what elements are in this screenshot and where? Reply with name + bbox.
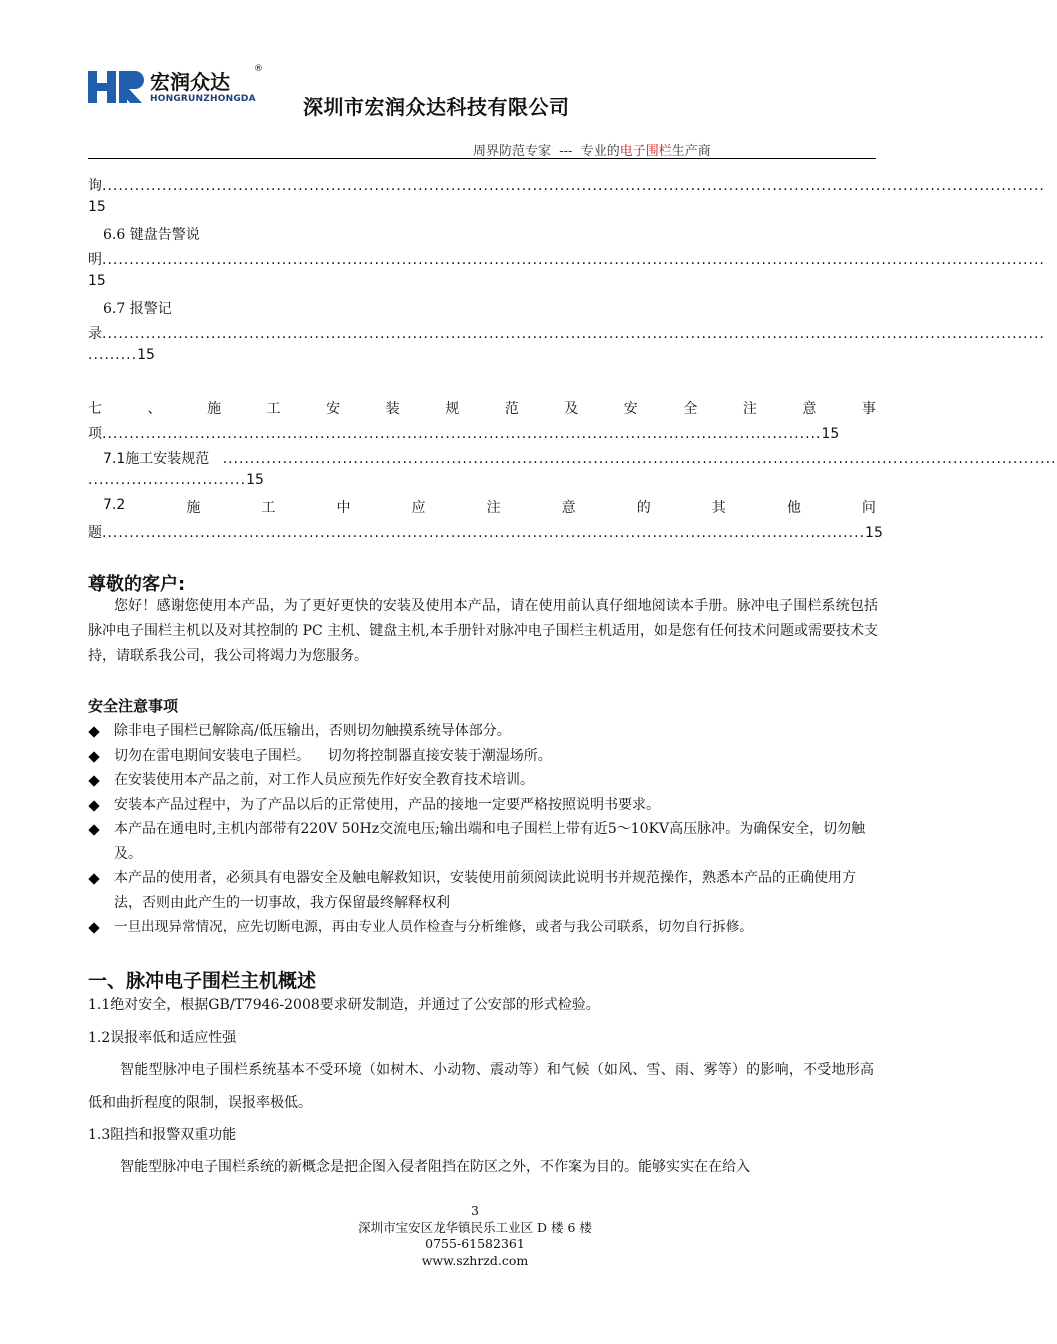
bullet-diamond-icon: [88, 800, 99, 811]
toc-item-6-7-tail: 录: [88, 326, 102, 342]
toc-leader-dots: ............................................................................................................................................: [102, 525, 866, 541]
safety-item: [88, 793, 878, 818]
bullet-diamond-icon: [88, 751, 99, 762]
toc-char: 施: [207, 401, 222, 417]
toc-char: 工: [266, 401, 281, 417]
safety-item-text: 本产品的使用者，必须具有电器安全及触电解救知识，安装使用前须阅读此说明书并规范操作，熟悉本产品的正确使用方法，否则由此产生的一切事故，我方保留最终解释权利: [114, 870, 856, 911]
company-logo: [88, 64, 268, 114]
toc-char: 规: [445, 401, 460, 417]
toc-item-6-5-line: [88, 175, 1045, 195]
toc-chapter-7-page: 15: [821, 426, 840, 442]
toc-item-7-1-page-line: [88, 472, 264, 488]
safety-item-text: 一旦出现异常情况，应先切断电源，再由专业人员作检查与分析维修，或者与我公司联系，切勿自行拆修。: [114, 919, 753, 935]
greeting-body: 您好！感谢您使用本产品，为了更好更快的安装及使用本产品，请在使用前认真仔细地阅读本手册。脉冲电子围栏系统包括脉冲电子围栏主机以及对其控制的 PC 主机、键盘主机,本手册针对脉冲电子围栏主机适用，如是您有任何技术问题或需要技术支持，请联系我公司，我公司将竭力为您服务。: [88, 598, 878, 664]
toc-item-7-1-page: 15: [246, 472, 264, 488]
toc-char: 的: [636, 500, 651, 516]
toc-item-6-7-title: 6.7 报警记: [103, 301, 172, 317]
toc-item-6-5-page: 15: [88, 199, 106, 215]
toc-char: 7.2: [103, 497, 126, 513]
safety-item-text: 安装本产品过程中，为了产品以后的正常使用，产品的接地一定要严格按照说明书要求。: [114, 796, 660, 813]
page-footer: [0, 1203, 950, 1269]
toc-leader-dots: .............................................................................................................................................................................: [102, 252, 1045, 268]
toc-char: 注: [742, 401, 757, 417]
safety-item: [88, 866, 878, 915]
toc-char: 安: [326, 401, 341, 417]
greeting-title: 尊敬的客户:: [88, 574, 186, 595]
footer-address: 深圳市宝安区龙华镇民乐工业区 D 楼 6 楼: [358, 1219, 592, 1235]
toc-char: 他: [786, 500, 801, 516]
safety-item: [88, 915, 878, 940]
toc-char: 意: [802, 401, 817, 417]
safety-item-text: 除非电子围栏已解除高/低压输出，否则切勿触摸系统导体部分。: [114, 723, 511, 739]
toc-item-6-6-line: [88, 249, 1045, 269]
logo-registered-mark: ®: [254, 64, 263, 74]
toc-item-6-6-page: 15: [88, 273, 106, 289]
toc-char: 问: [861, 500, 876, 516]
toc-item-7-2-line: [88, 522, 883, 542]
toc-char: 安: [623, 401, 638, 417]
bullet-diamond-icon: [88, 775, 99, 786]
toc-item-6-7-page: 15: [137, 347, 155, 363]
safety-title: 安全注意事项: [88, 697, 179, 715]
toc-char: 应: [411, 500, 426, 516]
section-1-3-body: 智能型脉冲电子围栏系统的新概念是把企图入侵者阻挡在防区之外，不作案为目的。能够实实在在给入: [120, 1159, 750, 1175]
toc-char: 、: [147, 401, 162, 417]
toc-item-6-5-tail: 询: [88, 178, 102, 194]
slogan-prefix: 周界防范专家 --- 专业的: [473, 144, 620, 159]
section-1-3-title: 1.3阻挡和报警双重功能: [88, 1127, 237, 1143]
toc-char: 注: [486, 500, 501, 516]
toc-char: 事: [861, 401, 876, 417]
bullet-diamond-icon: [88, 873, 99, 884]
toc-item-7-1-title: 施工安装规范: [125, 451, 210, 467]
toc-char: 及: [564, 401, 579, 417]
bullet-diamond-icon: [88, 726, 99, 737]
toc-char: 工: [261, 500, 276, 516]
section-1-1-text: 1.1绝对安全，根据GB/T7946-2008要求研发制造，并通过了公安部的形式检验。: [88, 997, 600, 1013]
toc-char: 全: [683, 401, 698, 417]
footer-phone: 0755-61582361: [425, 1236, 525, 1251]
bullet-diamond-icon: [88, 922, 99, 933]
toc-chapter-7-title: [88, 398, 876, 418]
toc-leader-dots: ....................................................................................................................................: [102, 426, 822, 442]
toc-char: 七: [88, 401, 102, 417]
toc-item-7-2-title: [103, 497, 876, 517]
toc-leader-dots: .............................: [88, 472, 247, 488]
toc-chapter-7-tail: 项: [88, 426, 102, 442]
safety-item-text: 切勿在雷电期间安装电子围栏。 切勿将控制器直接安装于潮湿场所。: [114, 747, 552, 764]
safety-list: [88, 719, 878, 940]
toc-char: 意: [561, 500, 576, 516]
safety-item: [88, 768, 878, 793]
header-divider: [88, 158, 876, 159]
safety-item: [88, 719, 878, 744]
toc-leader-dots: .........: [88, 347, 138, 363]
logo-pinyin: HONGRUNZHONGDA: [150, 94, 256, 104]
company-name: 深圳市宏润众达科技有限公司: [303, 95, 570, 119]
toc-item-6-7-line: [88, 323, 1045, 343]
toc-item-6-6-tail: 明: [88, 252, 102, 268]
toc-char: 施: [186, 500, 201, 516]
footer-website: www.szhrzd.com: [421, 1252, 529, 1268]
section-1-title: 一、脉冲电子围栏主机概述: [88, 970, 317, 992]
safety-item: [88, 744, 878, 769]
toc-char: 装: [385, 401, 400, 417]
bullet-diamond-icon: [88, 824, 99, 835]
section-1-2-title: 1.2误报率低和适应性强: [88, 1030, 237, 1046]
toc-leader-dots: .........................................................................................................................................................: [222, 451, 1057, 467]
logo-cn-text: 宏润众达: [150, 70, 230, 94]
toc-chapter-7-line: [88, 423, 839, 443]
toc-item-7-1-num: 7.1: [103, 451, 126, 467]
toc-item-7-2-tail: 题: [88, 525, 102, 541]
toc-leader-dots: .............................................................................................................................................................................: [102, 178, 1045, 194]
page-number: 3: [471, 1203, 479, 1218]
safety-item-text: 在安装使用本产品之前，对工作人员应预先作好安全教育技术培训。: [114, 772, 534, 788]
toc-char: 范: [504, 401, 519, 417]
safety-item-text: 本产品在通电时,主机内部带有220V 50Hz交流电压;输出端和电子围栏上带有近5～10KV高压脉冲。为确保安全，切勿触及。: [114, 821, 866, 862]
toc-item-6-6-title: 6.6 键盘告警说: [103, 227, 200, 243]
header-slogan: [473, 140, 711, 159]
toc-item-7-2-page: 15: [865, 525, 883, 541]
slogan-highlight: 电子围栏: [619, 144, 672, 159]
toc-char: 其: [711, 500, 726, 516]
slogan-suffix: 生产商: [671, 144, 711, 159]
toc-char: 中: [336, 500, 351, 516]
toc-item-7-1-line: [88, 448, 1057, 468]
section-1-2-body: 智能型脉冲电子围栏系统基本不受环境（如树木、小动物、震动等）和气候（如风、雪、雨、雾等）的影响，不受地形高低和曲折程度的限制，误报率极低。: [88, 1062, 874, 1111]
safety-item: [88, 817, 878, 866]
toc-leader-dots: .............................................................................................................................................................................: [102, 326, 1045, 342]
toc-item-6-7-page-line: [88, 347, 155, 363]
